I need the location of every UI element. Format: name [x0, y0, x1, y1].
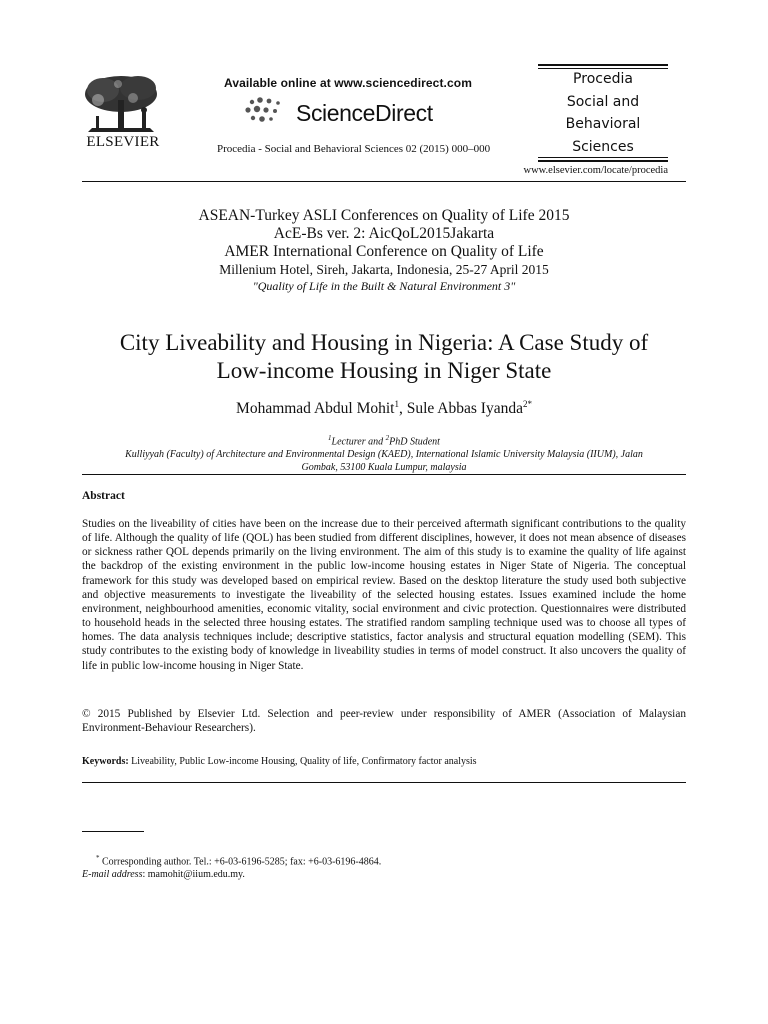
conference-edition: AcE-Bs ver. 2: AicQoL2015Jakarta — [273, 225, 495, 242]
author-superscript: 1 — [394, 399, 399, 409]
sciencedirect-wordmark: ScienceDirect — [296, 100, 433, 126]
email-address[interactable]: : mamohit@iium.edu.my. — [142, 869, 245, 881]
conference-name-2: AMER International Conference on Quality of Life — [224, 243, 544, 260]
author-list — [82, 399, 686, 418]
paper-title-line: Low-income Housing in Niger State — [216, 358, 552, 383]
author-superscript: 2* — [522, 399, 532, 409]
journal-reference: Procedia - Social and Behavioral Sciences 02 (2015) 000–000 — [217, 143, 491, 155]
paper-title-line: City Liveability and Housing in Nigeria: A Case Study of — [119, 330, 649, 355]
journal-url-link[interactable]: www.elsevier.com/locate/procedia — [523, 165, 668, 176]
abstract-text: Studies on the liveability of cities have been on the increase due to their perceived aftermath significant contributions to the quality of life. Although the quality of life (QOL) has been studied from different disciplines, however, it does not mean absence of diseases or sickness rather QOL depends primarily on the living environment. The aim of this study is to examine the quality of life against the backdrop of the existing environment in the public low-income housing estates in Niger State of Nigeria. The conceptual framework for this study was developed based on empirical review. Based on the desktop literature the study used both subjective and objective measurements to investigate the liveability of the selected housing estates. Issues examined include the home environment, neighbourhood amenities, economic vitality, social environment and civic protection. Questionnaires were distributed to household heads in the selected three housing estates. The stratified random sampling technique used was to choose all types of homes. The data analysis techniques include; descriptive statistics, factor analysis and structural equation modelling (SEM). This study contributes to the existing body of knowledge in liveability studies in terms of model construct. It also uncovers the quality of life in public low-income housing in Niger State. — [82, 518, 686, 672]
journal-title-line: Sciences — [572, 138, 634, 155]
conference-theme: "Quality of Life in the Built & Natural Environment 3" — [252, 279, 516, 293]
affiliation — [82, 432, 686, 474]
author-separator: , — [398, 400, 407, 418]
author-name: Sule Abbas Iyanda — [406, 400, 523, 418]
affiliation-line: Kulliyyah (Faculty) of Architecture and Environmental Design (KAED), International Islamic University Malaysia (IIUM), Jalan — [125, 449, 643, 461]
journal-title-box — [538, 64, 668, 162]
sciencedirect-dots-icon — [244, 96, 286, 126]
conference-venue: Millenium Hotel, Sireh, Jakarta, Indonesia, 25-27 April 2015 — [219, 262, 549, 277]
author-roles: $^1$Lecturer and $^2$PhD Student — [328, 434, 440, 448]
publisher-name: ELSEVIER — [86, 134, 160, 150]
keywords-label: Keywords: — [82, 756, 129, 767]
email-label: E-mail address — [82, 869, 143, 881]
section-divider — [82, 782, 686, 783]
keywords — [82, 756, 686, 767]
footnote-marker: * — [96, 854, 100, 862]
section-divider — [82, 474, 686, 475]
header-divider — [82, 181, 686, 182]
available-online-link[interactable]: Available online at www.sciencedirect.com — [224, 76, 472, 90]
affiliation-line: Gombak, 53100 Kuala Lumpur, malaysia — [301, 462, 467, 474]
author-name: Mohammad Abdul Mohit — [236, 400, 395, 418]
keywords-list: Liveability, Public Low-income Housing, Quality of life, Confirmatory factor analysis — [128, 756, 477, 767]
footnote-divider — [82, 831, 144, 832]
paper-title — [82, 329, 686, 385]
journal-title-line: Behavioral — [565, 116, 641, 132]
abstract-heading: Abstract — [82, 490, 125, 502]
copyright-notice: © 2015 Published by Elsevier Ltd. Selection and peer-review under responsibility of AMER (Association of Malaysian Environment-Behaviour Researchers). — [82, 708, 686, 735]
conference-block — [82, 207, 686, 294]
journal-title-line: Procedia — [573, 71, 633, 87]
journal-title-line: Social and — [566, 93, 640, 110]
corresponding-author: Corresponding author. Tel.: +6-03-6196-5285; fax: +6-03-6196-4864. — [99, 856, 382, 868]
conference-name: ASEAN-Turkey ASLI Conferences on Quality of Life 2015 — [198, 207, 570, 224]
footnote — [82, 852, 381, 881]
